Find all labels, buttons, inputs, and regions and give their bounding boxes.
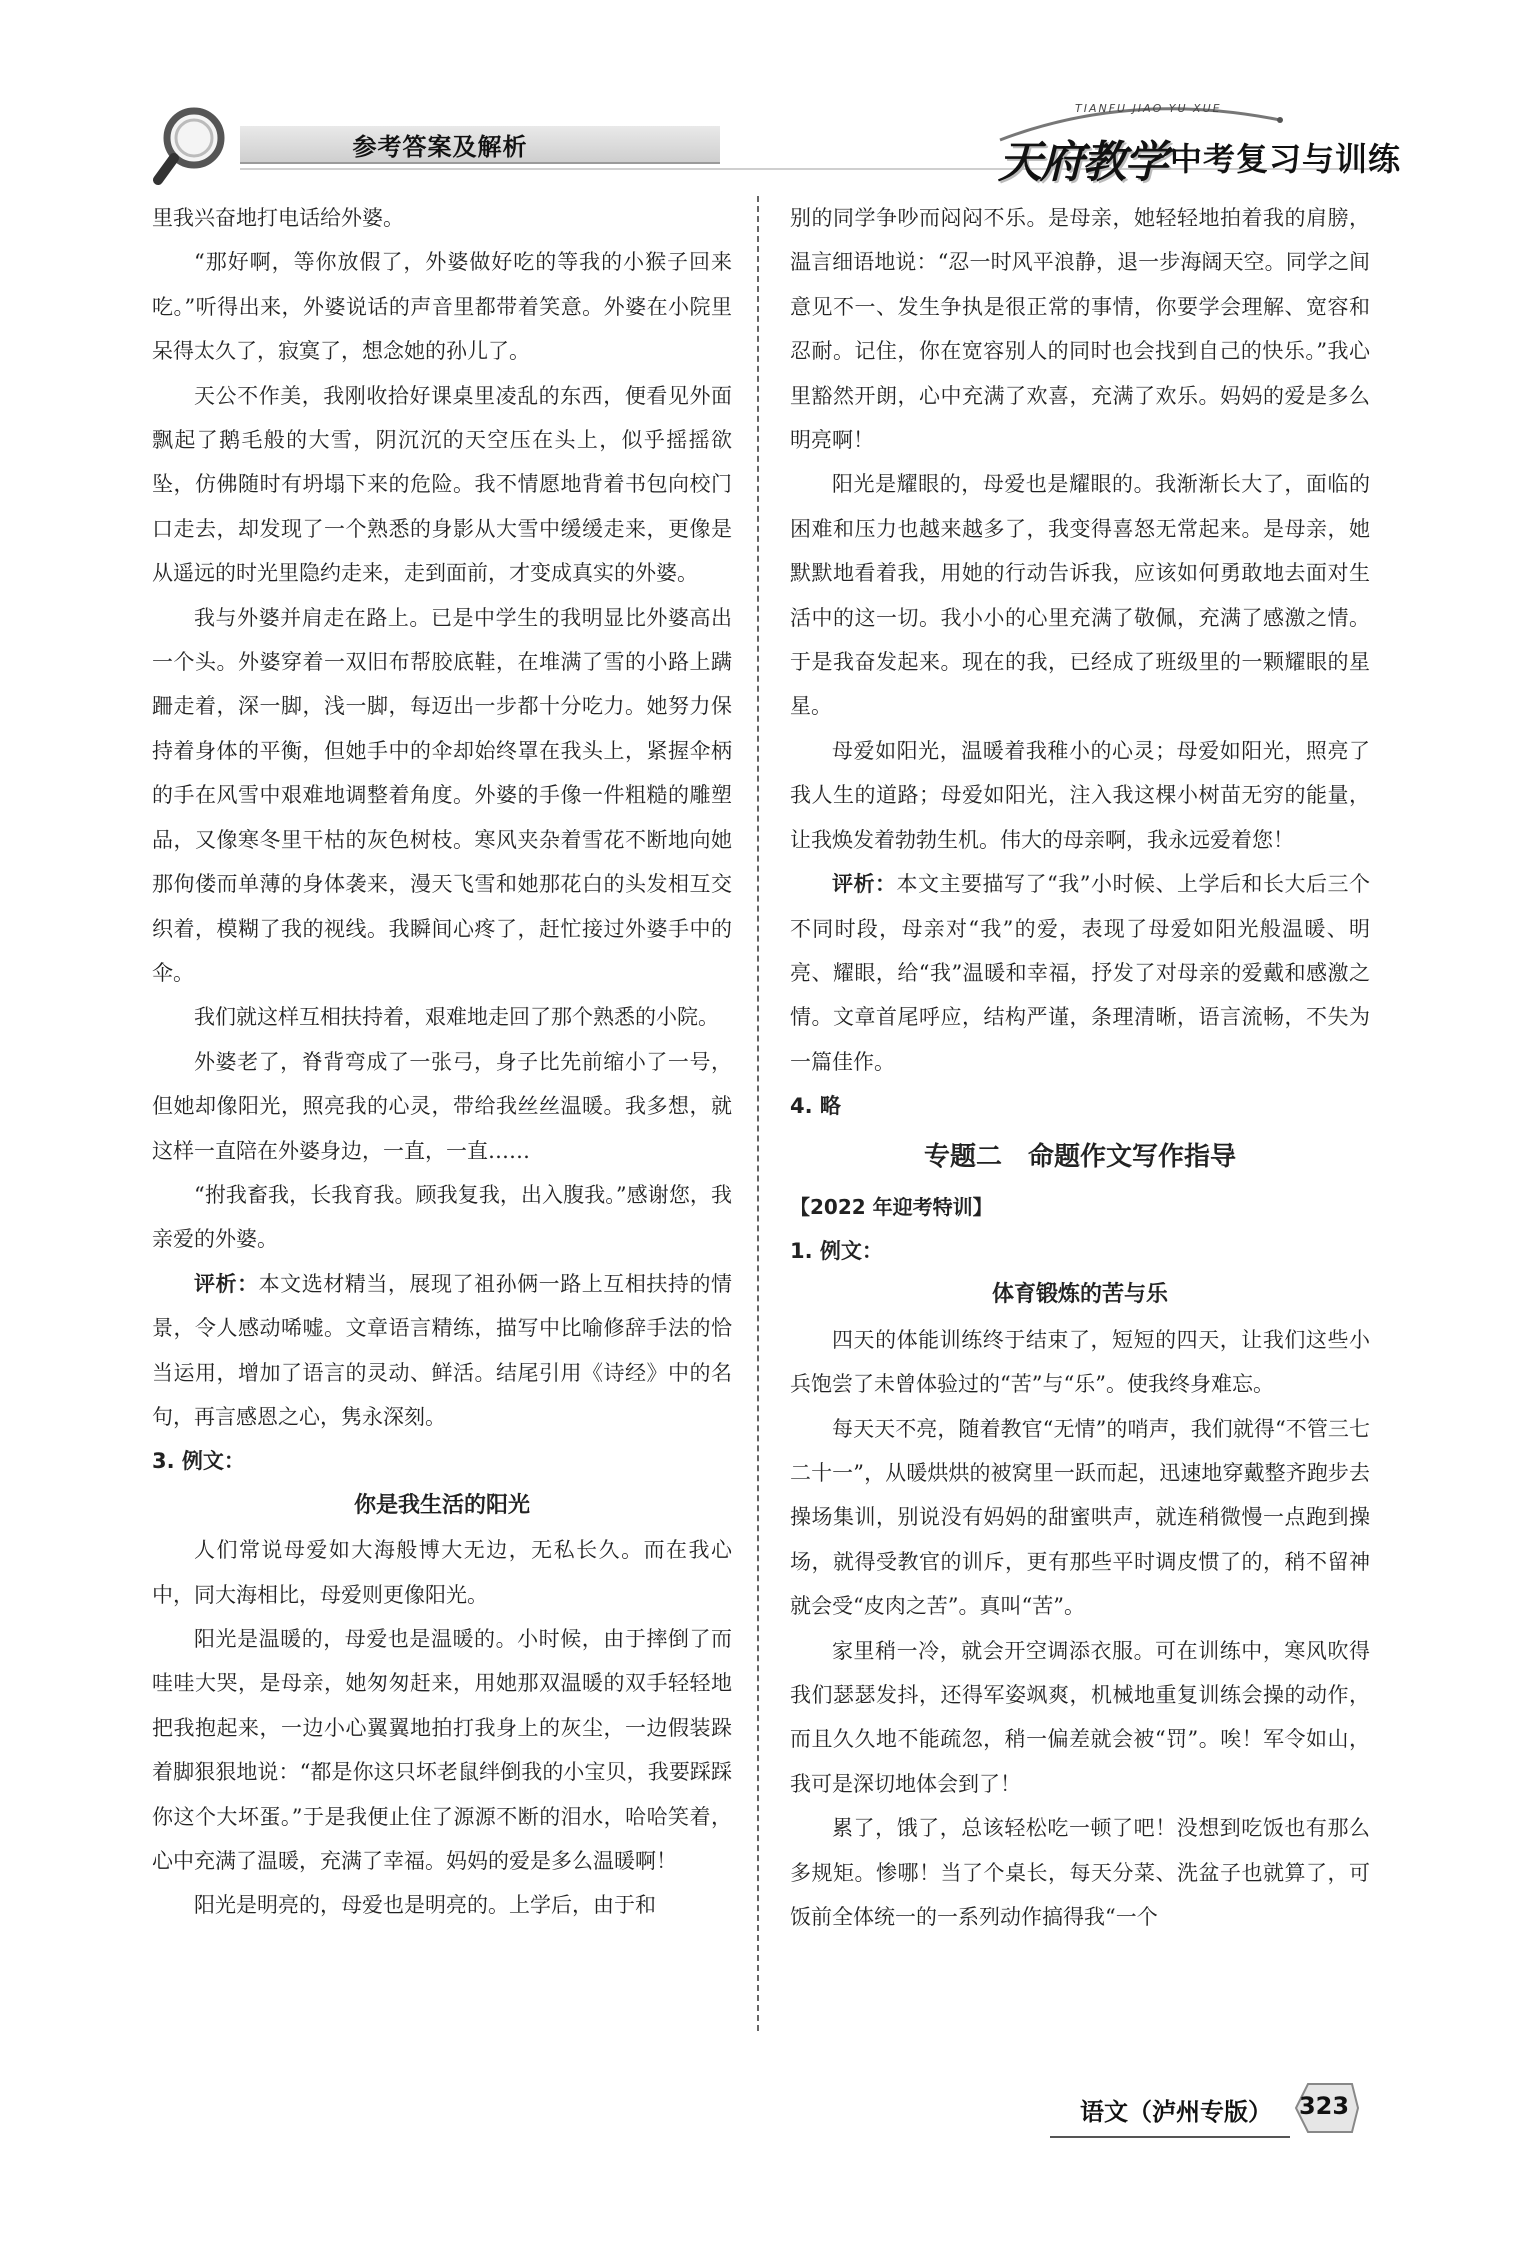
body-paragraph: 我与外婆并肩走在路上。已是中学生的我明显比外婆高出一个头。外婆穿着一双旧布帮胶底鞋，在堆满了雪的小路上蹒跚走着，深一脚，浅一脚，每迈出一步都十分吃力。她努力保持着身体的平衡，但她手中的伞却始终罩在我头上，紧握伞柄的手在风雪中艰难地调整着角度。外婆的手像一件粗糙的雕塑品，又像寒冬里干枯的灰色树枝。寒风夹杂着雪花不断地向她那佝偻而单薄的身体袭来，漫天飞雪和她那花白的头发相互交织着，模糊了我的视线。我瞬间心疼了，赶忙接过外婆手中的伞。	[152, 605, 732, 985]
body-paragraph: 人们常说母爱如大海般博大无边，无私长久。而在我心中，同大海相比，母爱则更像阳光。	[152, 1538, 732, 1607]
question-number: 1. 例文：	[790, 1238, 883, 1263]
section-label: 参考答案及解析	[352, 132, 528, 161]
section-heading: 专题二 命题作文写作指导	[923, 1141, 1236, 1172]
body-paragraph: “那好啊，等你放假了，外婆做好吃的等我的小猴子回来吃。”听得出来，外婆说话的声音里都带着笑意。外婆在小院里呆得太久了，寂寞了，想念她的孙儿了。	[152, 250, 732, 364]
essay-title: 你是我生活的阳光	[353, 1492, 530, 1518]
commentary-paragraph	[790, 862, 1370, 1084]
right-column	[790, 196, 1370, 1939]
left-column	[152, 196, 732, 1928]
column-divider	[757, 196, 759, 2031]
section-label-bar	[240, 126, 720, 164]
commentary-text: 本文选材精当，展现了祖孙俩一路上互相扶持的情景，令人感动唏嘘。文章语言精练，描写中比喻修辞手法的恰当运用，增加了语言的灵动、鲜活。结尾引用《诗经》中的名句，再言感恩之心，隽永深刻。	[152, 1271, 732, 1429]
brand-pinyin: TIANFU JIAO YU XUE	[1075, 102, 1222, 115]
footer-rule	[1050, 2136, 1290, 2138]
commentary-paragraph	[152, 1262, 732, 1440]
body-paragraph: 外婆老了，脊背弯成了一张弓，身子比先前缩小了一号，但她却像阳光，照亮我的心灵，带给我丝丝温暖。我多想，就这样一直陪在外婆身边，一直，一直……	[152, 1049, 732, 1163]
commentary-label: 评析：	[832, 872, 897, 897]
body-paragraph: “拊我畜我，长我育我。顾我复我，出入腹我。”感谢您，我亲爱的外婆。	[152, 1182, 732, 1252]
essay-title: 体育锻炼的苦与乐	[991, 1282, 1168, 1308]
page-footer	[1050, 2080, 1370, 2140]
body-paragraph: 我们就这样互相扶持着，艰难地走回了那个熟悉的小院。	[194, 1005, 719, 1030]
magnifier-icon	[152, 100, 242, 190]
page-header	[0, 0, 1535, 190]
body-paragraph: 四天的体能训练终于结束了，短短的四天，让我们这些小兵饱尝了未曾体验过的“苦”与“乐”。使我终身难忘。	[790, 1327, 1370, 1397]
page-number-badge	[1288, 2080, 1360, 2136]
page-number: 323	[1298, 2092, 1350, 2120]
question-number: 3. 例文：	[152, 1449, 245, 1474]
body-paragraph: 阳光是明亮的，母爱也是明亮的。上学后，由于和	[194, 1893, 656, 1918]
body-paragraph: 别的同学争吵而闷闷不乐。是母亲，她轻轻地拍着我的肩膀，温言细语地说：“忍一时风平浪静，退一步海阔天空。同学之间意见不一、发生争执是很正常的事情，你要学会理解、宽容和忍耐。记住，你在宽容别人的同时也会找到自己的快乐。”我心里豁然开朗，心中充满了欢喜，充满了欢乐。妈妈的爱是多么明亮啊！	[790, 206, 1370, 453]
brand-logo	[980, 100, 1410, 188]
body-paragraph: 天公不作美，我刚收拾好课桌里凌乱的东西，便看见外面飘起了鹅毛般的大雪，阴沉沉的天空压在头上，似乎摇摇欲坠，仿佛随时有坍塌下来的危险。我不情愿地背着书包向校门口走去，却发现了一个熟悉的身影从大雪中缓缓走来，更像是从遥远的时光里隐约走来，走到面前，才变成真实的外婆。	[152, 383, 732, 586]
body-paragraph: 每天天不亮，随着教官“无情”的哨声，我们就得“不管三七二十一”，从暖烘烘的被窝里一跃而起，迅速地穿戴整齐跑步去操场集训，别说没有妈妈的甜蜜哄声，就连稍微慢一点跑到操场，就得受教官的训斥，更有那些平时调皮惯了的，稍不留神就会受“皮肉之苦”。真叫“苦”。	[790, 1416, 1370, 1619]
brand-name: 天府教学	[998, 137, 1166, 188]
body-paragraph: 阳光是温暖的，母爱也是温暖的。小时候，由于摔倒了而哇哇大哭，是母亲，她匆匆赶来，用她那双温暖的双手轻轻地把我抱起来，一边小心翼翼地拍打我身上的灰尘，一边假装跺着脚狠狠地说：“都是你这只坏老鼠绊倒我的小宝贝，我要踩踩你这个大坏蛋。”于是我便止住了源源不断的泪水，哈哈笑着，心中充满了温暖，充满了幸福。妈妈的爱是多么温暖啊！	[152, 1627, 732, 1874]
body-paragraph: 母爱如阳光，温暖着我稚小的心灵；母爱如阳光，照亮了我人生的道路；母爱如阳光，注入我这棵小树苗无穷的能量，让我焕发着勃勃生机。伟大的母亲啊，我永远爱着您！	[790, 738, 1370, 852]
brand-series: 中考复习与训练	[1170, 140, 1402, 178]
body-paragraph: 家里稍一冷，就会开空调添衣服。可在训练中，寒风吹得我们瑟瑟发抖，还得军姿飒爽，机械地重复训练会操的动作，而且久久地不能疏忽，稍一偏差就会被“罚”。唉！军令如山，我可是深切地体会到了！	[790, 1638, 1370, 1796]
body-paragraph: 阳光是耀眼的，母爱也是耀眼的。我渐渐长大了，面临的困难和压力也越来越多了，我变得喜怒无常起来。是母亲，她默默地看着我，用她的行动告诉我，应该如何勇敢地去面对生活中的这一切。我小小的心里充满了敬佩，充满了感激之情。于是我奋发起来。现在的我，已经成了班级里的一颗耀眼的星星。	[790, 472, 1370, 719]
body-paragraph: 里我兴奋地打电话给外婆。	[152, 206, 404, 230]
commentary-text: 本文主要描写了“我”小时候、上学后和长大后三个不同时段，母亲对“我”的爱，表现了母爱如阳光般温暖、明亮、耀眼，给“我”温暖和幸福，抒发了对母亲的爱戴和感激之情。文章首尾呼应，结构严谨，条理清晰，语言流畅，不失为一篇佳作。	[790, 872, 1370, 1074]
exam-practice-label: 【2022 年迎考特训】	[790, 1194, 993, 1219]
book-label: 语文（泸州专版）	[1080, 2098, 1272, 2126]
question-number: 4. 略	[790, 1094, 841, 1119]
body-paragraph: 累了，饿了，总该轻松吃一顿了吧！没想到吃饭也有那么多规矩。惨哪！当了个桌长，每天分菜、洗盆子也就算了，可饭前全体统一的一系列动作搞得我“一个	[790, 1816, 1370, 1930]
commentary-label: 评析：	[194, 1271, 259, 1296]
